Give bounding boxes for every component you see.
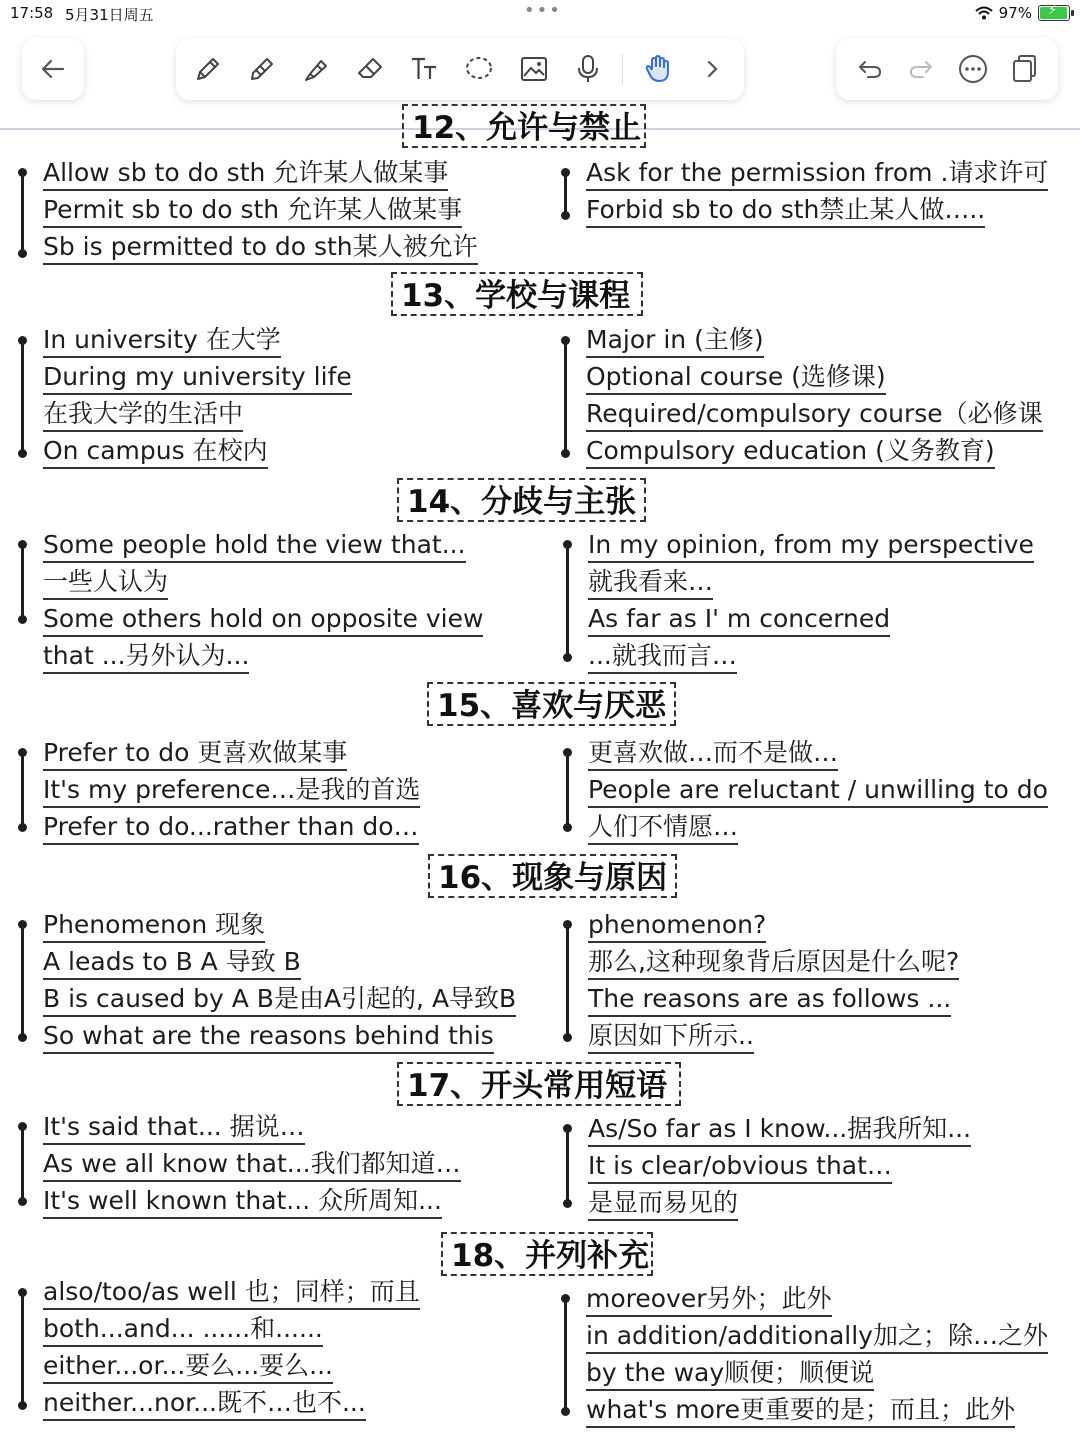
note-line: People are reluctant / unwilling to do xyxy=(588,775,1048,808)
note-line: 一些人认为 xyxy=(43,567,168,600)
undo-icon xyxy=(856,57,884,81)
pen-icon xyxy=(192,53,224,85)
bullet-bar xyxy=(21,544,24,620)
pencil-icon xyxy=(246,53,278,85)
note-line: Required/compulsory course（必修课 xyxy=(586,399,1043,432)
bullet-bar xyxy=(564,340,567,454)
note-line: Some people hold the view that... xyxy=(43,530,466,563)
status-right xyxy=(975,4,1070,22)
text-icon xyxy=(409,53,441,85)
note-line: Allow sb to do sth 允许某人做某事 xyxy=(43,158,448,191)
more-icon xyxy=(957,53,989,85)
note-line: 在我大学的生活中 xyxy=(43,399,243,432)
bullet-bar xyxy=(21,340,24,454)
back-button[interactable] xyxy=(22,38,84,100)
note-line: Optional course (选修课) xyxy=(586,362,886,395)
note-line: It's well known that... 众所周知... xyxy=(43,1186,442,1219)
note-line: either...or...要么...要么... xyxy=(43,1351,333,1384)
note-line: So what are the reasons behind this xyxy=(43,1021,494,1054)
note-line: neither...nor...既不…也不... xyxy=(43,1388,366,1421)
section-heading: 14、分歧与主张 xyxy=(397,478,646,522)
status-date: 5月31日周五 xyxy=(65,6,154,24)
note-line: It's my preference…是我的首选 xyxy=(43,775,420,808)
wifi-icon xyxy=(975,6,993,20)
note-line: 是显而易见的 xyxy=(588,1188,738,1221)
note-canvas[interactable] xyxy=(0,100,1080,1440)
text-tool-button[interactable] xyxy=(405,49,445,89)
note-line: The reasons are as follows ... xyxy=(588,984,951,1017)
note-line: Sb is permitted to do sth某人被允许 xyxy=(43,232,478,265)
note-line: 原因如下所示.. xyxy=(588,1021,754,1054)
drawing-tools xyxy=(176,38,744,100)
bullet-bar xyxy=(564,1298,567,1412)
chevron-right-icon xyxy=(702,57,722,81)
note-line: As we all know that...我们都知道… xyxy=(43,1149,461,1182)
note-line: by the way顺便；顺便说 xyxy=(586,1358,874,1391)
note-line: It's said that... 据说… xyxy=(43,1112,305,1145)
note-line: what's more更重要的是；而且；此外 xyxy=(586,1395,1015,1428)
multitasking-dots[interactable]: ••• xyxy=(524,0,562,21)
marker-tool-button[interactable] xyxy=(297,49,337,89)
pencil-tool-button[interactable] xyxy=(242,49,282,89)
note-line: Compulsory education (义务教育) xyxy=(586,436,995,469)
section-heading: 16、现象与原因 xyxy=(428,854,677,898)
note-line: It is clear/obvious that… xyxy=(588,1151,892,1184)
bullet-bar xyxy=(566,1128,569,1204)
note-line: In my opinion, from my perspective xyxy=(588,530,1034,563)
bullet-bar xyxy=(21,924,24,1038)
eraser-tool-button[interactable] xyxy=(351,49,391,89)
bullet-bar xyxy=(21,1126,24,1202)
charging-bolt-icon: ⚡ xyxy=(1048,3,1058,18)
hand-tool-button[interactable] xyxy=(638,49,678,89)
note-line: both...and... ......和...... xyxy=(43,1314,323,1347)
toolbar-separator xyxy=(622,54,623,84)
microphone-tool-button[interactable] xyxy=(568,49,608,89)
battery-icon xyxy=(1038,5,1070,21)
note-line: Ask for the permission from .请求许可 xyxy=(586,158,1048,191)
note-line: 人们不情愿… xyxy=(588,812,738,845)
note-line: 那么,这种现象背后原因是什么呢? xyxy=(588,947,959,980)
note-line: Prefer to do...rather than do… xyxy=(43,812,419,845)
bullet-bar xyxy=(566,752,569,828)
more-tools-button[interactable] xyxy=(692,49,732,89)
note-line: ...就我而言… xyxy=(588,641,737,674)
note-line: 更喜欢做…而不是做… xyxy=(588,738,838,771)
note-line: As far as I' m concerned xyxy=(588,604,890,637)
more-button[interactable] xyxy=(953,49,993,89)
note-line: also/too/as well 也；同样；而且 xyxy=(43,1277,420,1310)
arrow-left-icon xyxy=(39,57,67,81)
note-line: Phenomenon 现象 xyxy=(43,910,265,943)
note-line: During my university life xyxy=(43,362,352,395)
bullet-bar xyxy=(21,172,24,254)
note-line: Prefer to do 更喜欢做某事 xyxy=(43,738,347,771)
bullet-bar xyxy=(566,544,569,658)
status-time: 17:58 xyxy=(10,4,54,22)
pages-button[interactable] xyxy=(1004,49,1044,89)
section-heading: 18、并列补充 xyxy=(441,1232,653,1276)
note-line: Forbid sb to do sth禁止某人做….. xyxy=(586,195,985,228)
note-line: Some others hold on opposite view xyxy=(43,604,483,637)
note-line: in addition/additionally加之；除…之外 xyxy=(586,1321,1048,1354)
microphone-icon xyxy=(572,53,604,85)
note-line: Permit sb to do sth 允许某人做某事 xyxy=(43,195,462,228)
note-line: B is caused by A B是由A引起的, A导致B xyxy=(43,984,516,1017)
note-line: 就我看来… xyxy=(588,567,713,600)
note-line: that ...另外认为... xyxy=(43,641,249,674)
note-line: As/So far as I know...据我所知... xyxy=(588,1114,971,1147)
lasso-tool-button[interactable] xyxy=(459,49,499,89)
section-heading: 17、开头常用短语 xyxy=(397,1062,681,1106)
note-line: moreover另外；此外 xyxy=(586,1284,832,1317)
bullet-bar xyxy=(21,752,24,828)
pen-tool-button[interactable] xyxy=(188,49,228,89)
note-line: A leads to B A 导致 B xyxy=(43,947,301,980)
image-icon xyxy=(518,53,550,85)
status-bar xyxy=(0,0,1080,28)
redo-icon xyxy=(907,57,935,81)
toolbar xyxy=(0,30,1080,100)
redo-button[interactable] xyxy=(901,49,941,89)
bullet-bar xyxy=(566,924,569,1038)
pages-icon xyxy=(1009,53,1039,85)
undo-button[interactable] xyxy=(850,49,890,89)
section-heading: 15、喜欢与厌恶 xyxy=(427,682,676,726)
eraser-icon xyxy=(355,53,387,85)
battery-percent: 97% xyxy=(998,4,1032,22)
document-actions xyxy=(836,38,1058,100)
bullet-bar xyxy=(21,1292,24,1406)
lasso-icon xyxy=(463,53,495,85)
marker-icon xyxy=(301,53,333,85)
section-heading: 13、学校与课程 xyxy=(391,272,643,316)
bullet-bar xyxy=(564,172,567,216)
section-heading: 12、允许与禁止 xyxy=(402,104,646,148)
note-line: In university 在大学 xyxy=(43,325,281,358)
note-line: On campus 在校内 xyxy=(43,436,268,469)
hand-icon xyxy=(642,53,674,85)
image-tool-button[interactable] xyxy=(514,49,554,89)
note-line: Major in (主修) xyxy=(586,325,764,358)
note-line: phenomenon? xyxy=(588,910,766,943)
